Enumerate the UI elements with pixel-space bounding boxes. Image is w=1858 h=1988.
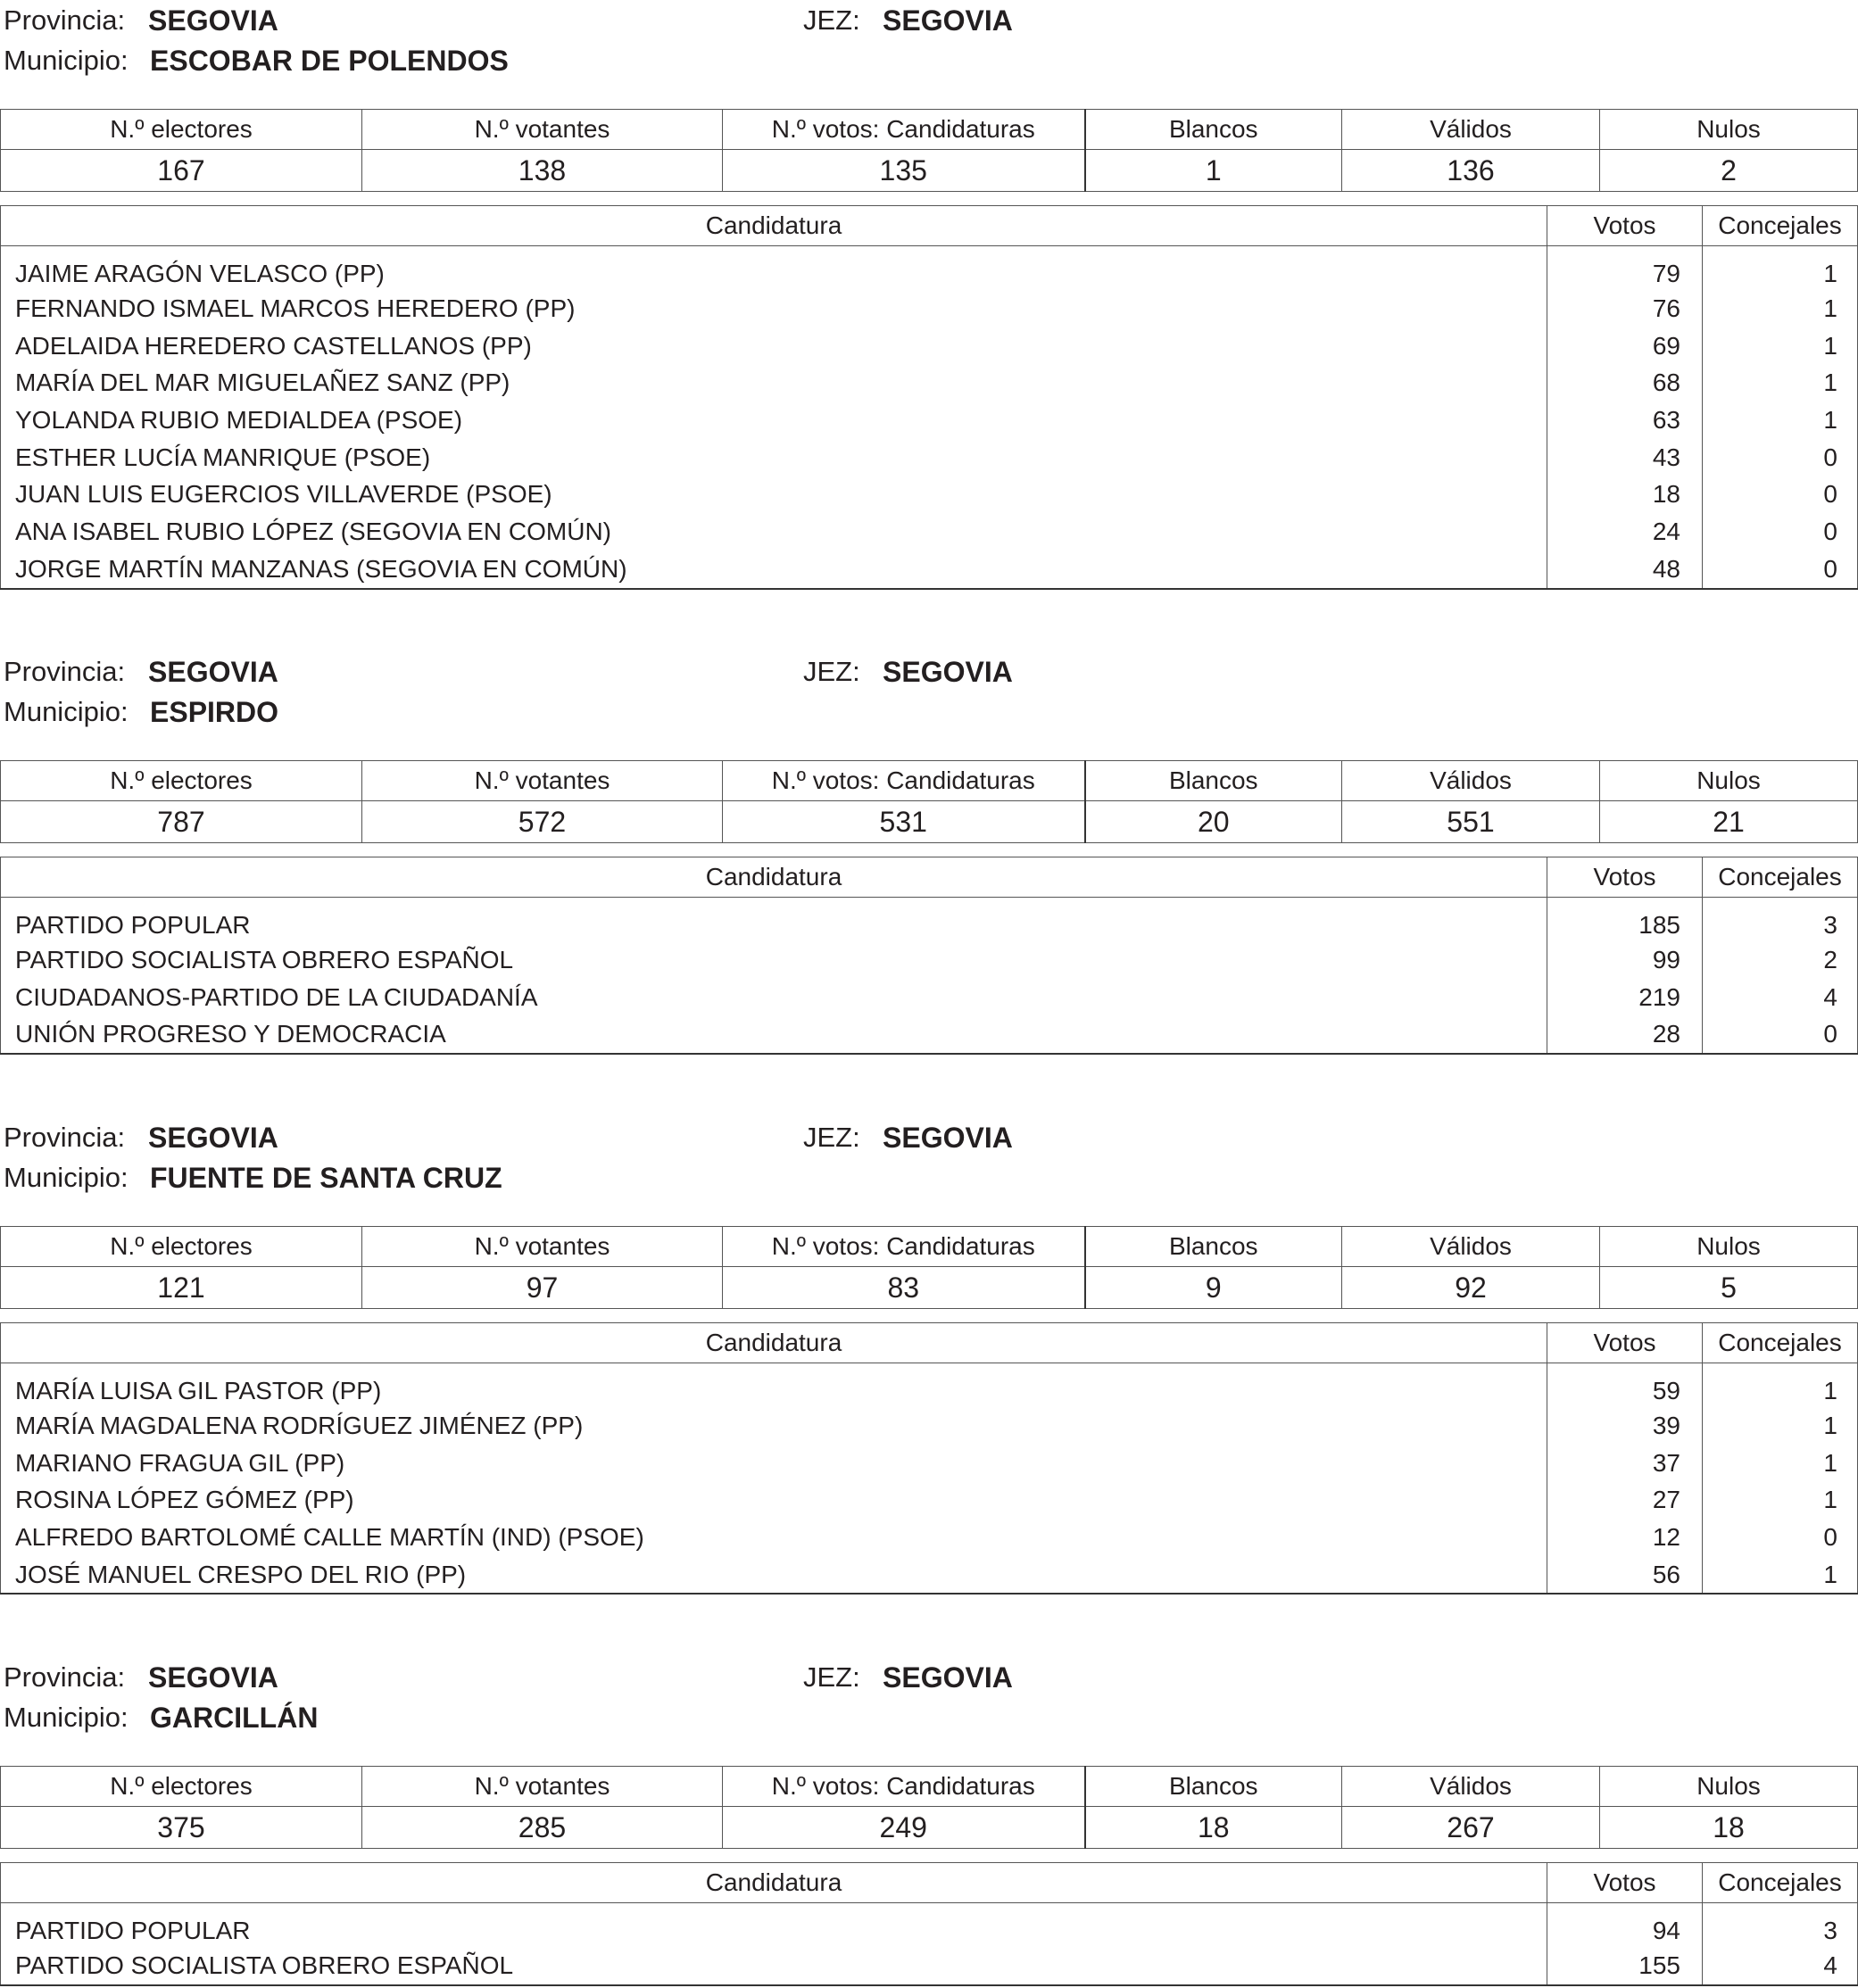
electores-value: 787 xyxy=(1,801,362,843)
candidatura-concejales: 4 xyxy=(1703,979,1858,1016)
candidatura-row xyxy=(1,941,1858,979)
candidatura-concejales: 0 xyxy=(1703,439,1858,476)
candidatura-row xyxy=(1,327,1858,365)
blancos-value: 1 xyxy=(1085,150,1342,192)
electores-header: N.º electores xyxy=(1,761,362,801)
candidatura-votos: 56 xyxy=(1547,1556,1703,1595)
candidatura-votos: 18 xyxy=(1547,476,1703,513)
candidatura-concejales: 0 xyxy=(1703,476,1858,513)
provincia-label: Provincia: xyxy=(4,1661,126,1693)
votos-candidaturas-header: N.º votos: Candidaturas xyxy=(723,1767,1085,1807)
nulos-value: 2 xyxy=(1600,150,1858,192)
electores-value: 375 xyxy=(1,1807,362,1849)
stats-header-row xyxy=(1,761,1858,801)
candidaturas-header-row xyxy=(1,206,1858,246)
validos-header: Válidos xyxy=(1342,1227,1600,1267)
candidatura-row xyxy=(1,290,1858,327)
nulos-header: Nulos xyxy=(1600,110,1858,150)
municipio-header xyxy=(0,651,1858,733)
candidatura-concejales: 1 xyxy=(1703,402,1858,439)
candidatura-row xyxy=(1,1556,1858,1595)
candidatura-votos: 28 xyxy=(1547,1015,1703,1054)
concejales-header: Concejales xyxy=(1703,857,1858,898)
candidaturas-table xyxy=(0,1322,1858,1595)
nulos-value: 18 xyxy=(1600,1807,1858,1849)
municipio-block xyxy=(0,651,1858,1048)
jez-value: SEGOVIA xyxy=(883,4,1013,37)
votantes-value: 285 xyxy=(362,1807,723,1849)
candidaturas-header-row xyxy=(1,1863,1858,1903)
nulos-value: 21 xyxy=(1600,801,1858,843)
stats-value-row xyxy=(1,150,1858,192)
provincia-value: SEGOVIA xyxy=(148,656,278,688)
candidatura-concejales: 0 xyxy=(1703,1015,1858,1054)
municipio-name: GARCILLÁN xyxy=(150,1702,319,1734)
municipio-header xyxy=(0,1117,1858,1199)
candidatura-name: ROSINA LÓPEZ GÓMEZ (PP) xyxy=(1,1481,1547,1519)
votos-header: Votos xyxy=(1547,1323,1703,1363)
votantes-value: 138 xyxy=(362,150,723,192)
candidatura-concejales: 1 xyxy=(1703,1363,1858,1408)
validos-header: Válidos xyxy=(1342,110,1600,150)
candidatura-name: YOLANDA RUBIO MEDIALDEA (PSOE) xyxy=(1,402,1547,439)
candidatura-concejales: 3 xyxy=(1703,898,1858,942)
candidatura-votos: 219 xyxy=(1547,979,1703,1016)
stats-table xyxy=(0,109,1858,192)
candidatura-header: Candidatura xyxy=(1,1323,1547,1363)
candidatura-row xyxy=(1,513,1858,551)
stats-table xyxy=(0,760,1858,843)
candidatura-row xyxy=(1,1519,1858,1556)
candidatura-concejales: 0 xyxy=(1703,551,1858,589)
electores-header: N.º electores xyxy=(1,110,362,150)
concejales-header: Concejales xyxy=(1703,206,1858,246)
electores-header: N.º electores xyxy=(1,1767,362,1807)
candidatura-name: ADELAIDA HEREDERO CASTELLANOS (PP) xyxy=(1,327,1547,365)
candidatura-concejales: 1 xyxy=(1703,290,1858,327)
votos-header: Votos xyxy=(1547,857,1703,898)
municipio-header xyxy=(0,0,1858,82)
candidatura-votos: 68 xyxy=(1547,364,1703,402)
candidatura-votos: 39 xyxy=(1547,1407,1703,1445)
candidaturas-table xyxy=(0,205,1858,590)
blancos-value: 20 xyxy=(1085,801,1342,843)
candidatura-concejales: 2 xyxy=(1703,941,1858,979)
candidatura-row xyxy=(1,364,1858,402)
candidatura-votos: 155 xyxy=(1547,1947,1703,1985)
municipio-label: Municipio: xyxy=(4,696,129,727)
candidatura-votos: 63 xyxy=(1547,402,1703,439)
municipio-name: FUENTE DE SANTA CRUZ xyxy=(150,1162,502,1194)
candidatura-concejales: 1 xyxy=(1703,1407,1858,1445)
candidatura-header: Candidatura xyxy=(1,1863,1547,1903)
candidatura-votos: 76 xyxy=(1547,290,1703,327)
candidatura-row xyxy=(1,439,1858,476)
candidatura-concejales: 1 xyxy=(1703,1445,1858,1482)
municipio-header xyxy=(0,1657,1858,1739)
jez-label: JEZ: xyxy=(803,1122,860,1153)
provincia-label: Provincia: xyxy=(4,656,126,687)
stats-header-row xyxy=(1,110,1858,150)
candidatura-concejales: 0 xyxy=(1703,513,1858,551)
candidatura-row xyxy=(1,1903,1858,1948)
candidatura-row xyxy=(1,551,1858,589)
candidatura-name: FERNANDO ISMAEL MARCOS HEREDERO (PP) xyxy=(1,290,1547,327)
blancos-header: Blancos xyxy=(1085,1227,1342,1267)
electores-value: 121 xyxy=(1,1267,362,1309)
candidatura-name: JORGE MARTÍN MANZANAS (SEGOVIA EN COMÚN) xyxy=(1,551,1547,589)
votos-candidaturas-value: 249 xyxy=(723,1807,1085,1849)
candidatura-header: Candidatura xyxy=(1,206,1547,246)
provincia-value: SEGOVIA xyxy=(148,4,278,37)
stats-value-row xyxy=(1,1267,1858,1309)
jez-value: SEGOVIA xyxy=(883,1661,1013,1694)
candidatura-name: MARÍA MAGDALENA RODRÍGUEZ JIMÉNEZ (PP) xyxy=(1,1407,1547,1445)
candidatura-row xyxy=(1,402,1858,439)
candidatura-name: ALFREDO BARTOLOMÉ CALLE MARTÍN (IND) (PSOE) xyxy=(1,1519,1547,1556)
municipio-label: Municipio: xyxy=(4,1162,129,1193)
votos-header: Votos xyxy=(1547,1863,1703,1903)
candidatura-name: MARÍA DEL MAR MIGUELAÑEZ SANZ (PP) xyxy=(1,364,1547,402)
candidatura-concejales: 3 xyxy=(1703,1903,1858,1948)
candidatura-row xyxy=(1,1947,1858,1985)
votantes-value: 97 xyxy=(362,1267,723,1309)
stats-header-row xyxy=(1,1227,1858,1267)
jez-value: SEGOVIA xyxy=(883,656,1013,688)
candidatura-name: CIUDADANOS-PARTIDO DE LA CIUDADANÍA xyxy=(1,979,1547,1016)
candidatura-row xyxy=(1,1363,1858,1408)
candidatura-concejales: 1 xyxy=(1703,327,1858,365)
concejales-header: Concejales xyxy=(1703,1323,1858,1363)
candidatura-votos: 99 xyxy=(1547,941,1703,979)
votantes-value: 572 xyxy=(362,801,723,843)
nulos-value: 5 xyxy=(1600,1267,1858,1309)
validos-value: 92 xyxy=(1342,1267,1600,1309)
nulos-header: Nulos xyxy=(1600,1767,1858,1807)
provincia-value: SEGOVIA xyxy=(148,1661,278,1694)
candidatura-concejales: 1 xyxy=(1703,1481,1858,1519)
municipio-block xyxy=(0,1117,1858,1588)
candidatura-name: MARÍA LUISA GIL PASTOR (PP) xyxy=(1,1363,1547,1408)
candidatura-votos: 48 xyxy=(1547,551,1703,589)
municipio-block xyxy=(0,0,1858,583)
votos-candidaturas-header: N.º votos: Candidaturas xyxy=(723,110,1085,150)
candidatura-name: MARIANO FRAGUA GIL (PP) xyxy=(1,1445,1547,1482)
candidatura-votos: 37 xyxy=(1547,1445,1703,1482)
candidaturas-header-row xyxy=(1,1323,1858,1363)
votos-candidaturas-value: 135 xyxy=(723,150,1085,192)
candidatura-votos: 12 xyxy=(1547,1519,1703,1556)
candidatura-concejales: 0 xyxy=(1703,1519,1858,1556)
validos-value: 136 xyxy=(1342,150,1600,192)
municipio-name: ESCOBAR DE POLENDOS xyxy=(150,45,509,77)
candidaturas-table xyxy=(0,1862,1858,1986)
validos-header: Válidos xyxy=(1342,1767,1600,1807)
candidatura-name: PARTIDO SOCIALISTA OBRERO ESPAÑOL xyxy=(1,1947,1547,1985)
stats-table xyxy=(0,1766,1858,1849)
concejales-header: Concejales xyxy=(1703,1863,1858,1903)
candidatura-votos: 24 xyxy=(1547,513,1703,551)
candidatura-name: ESTHER LUCÍA MANRIQUE (PSOE) xyxy=(1,439,1547,476)
candidatura-header: Candidatura xyxy=(1,857,1547,898)
nulos-header: Nulos xyxy=(1600,1227,1858,1267)
candidatura-name: JAIME ARAGÓN VELASCO (PP) xyxy=(1,246,1547,291)
candidatura-row xyxy=(1,1481,1858,1519)
validos-value: 267 xyxy=(1342,1807,1600,1849)
jez-value: SEGOVIA xyxy=(883,1122,1013,1154)
votos-header: Votos xyxy=(1547,206,1703,246)
stats-table xyxy=(0,1226,1858,1309)
blancos-value: 9 xyxy=(1085,1267,1342,1309)
votos-candidaturas-header: N.º votos: Candidaturas xyxy=(723,761,1085,801)
blancos-header: Blancos xyxy=(1085,761,1342,801)
jez-label: JEZ: xyxy=(803,4,860,36)
provincia-value: SEGOVIA xyxy=(148,1122,278,1154)
candidatura-votos: 59 xyxy=(1547,1363,1703,1408)
votantes-header: N.º votantes xyxy=(362,110,723,150)
candidatura-concejales: 1 xyxy=(1703,1556,1858,1595)
municipio-label: Municipio: xyxy=(4,45,129,76)
candidatura-name: UNIÓN PROGRESO Y DEMOCRACIA xyxy=(1,1015,1547,1054)
blancos-value: 18 xyxy=(1085,1807,1342,1849)
votos-candidaturas-header: N.º votos: Candidaturas xyxy=(723,1227,1085,1267)
votos-candidaturas-value: 83 xyxy=(723,1267,1085,1309)
electores-value: 167 xyxy=(1,150,362,192)
candidatura-votos: 69 xyxy=(1547,327,1703,365)
validos-value: 551 xyxy=(1342,801,1600,843)
votantes-header: N.º votantes xyxy=(362,761,723,801)
nulos-header: Nulos xyxy=(1600,761,1858,801)
candidatura-name: PARTIDO POPULAR xyxy=(1,1903,1547,1948)
municipio-label: Municipio: xyxy=(4,1702,129,1733)
candidatura-row xyxy=(1,1407,1858,1445)
votantes-header: N.º votantes xyxy=(362,1767,723,1807)
votos-candidaturas-value: 531 xyxy=(723,801,1085,843)
candidatura-votos: 27 xyxy=(1547,1481,1703,1519)
candidatura-votos: 94 xyxy=(1547,1903,1703,1948)
validos-header: Válidos xyxy=(1342,761,1600,801)
blancos-header: Blancos xyxy=(1085,1767,1342,1807)
municipio-name: ESPIRDO xyxy=(150,696,279,728)
stats-value-row xyxy=(1,1807,1858,1849)
electores-header: N.º electores xyxy=(1,1227,362,1267)
candidatura-concejales: 1 xyxy=(1703,364,1858,402)
candidatura-row xyxy=(1,1015,1858,1054)
stats-header-row xyxy=(1,1767,1858,1807)
candidaturas-table xyxy=(0,857,1858,1055)
candidatura-row xyxy=(1,979,1858,1016)
candidatura-votos: 185 xyxy=(1547,898,1703,942)
provincia-label: Provincia: xyxy=(4,1122,126,1153)
provincia-label: Provincia: xyxy=(4,4,126,36)
candidatura-name: ANA ISABEL RUBIO LÓPEZ (SEGOVIA EN COMÚN) xyxy=(1,513,1547,551)
candidatura-name: PARTIDO POPULAR xyxy=(1,898,1547,942)
candidatura-row xyxy=(1,898,1858,942)
stats-value-row xyxy=(1,801,1858,843)
municipio-block xyxy=(0,1657,1858,1979)
jez-label: JEZ: xyxy=(803,656,860,687)
candidatura-name: JOSÉ MANUEL CRESPO DEL RIO (PP) xyxy=(1,1556,1547,1595)
votantes-header: N.º votantes xyxy=(362,1227,723,1267)
candidaturas-header-row xyxy=(1,857,1858,898)
candidatura-name: JUAN LUIS EUGERCIOS VILLAVERDE (PSOE) xyxy=(1,476,1547,513)
candidatura-votos: 43 xyxy=(1547,439,1703,476)
jez-label: JEZ: xyxy=(803,1661,860,1693)
candidatura-concejales: 4 xyxy=(1703,1947,1858,1985)
candidatura-votos: 79 xyxy=(1547,246,1703,291)
candidatura-row xyxy=(1,246,1858,291)
candidatura-name: PARTIDO SOCIALISTA OBRERO ESPAÑOL xyxy=(1,941,1547,979)
candidatura-concejales: 1 xyxy=(1703,246,1858,291)
blancos-header: Blancos xyxy=(1085,110,1342,150)
candidatura-row xyxy=(1,1445,1858,1482)
candidatura-row xyxy=(1,476,1858,513)
